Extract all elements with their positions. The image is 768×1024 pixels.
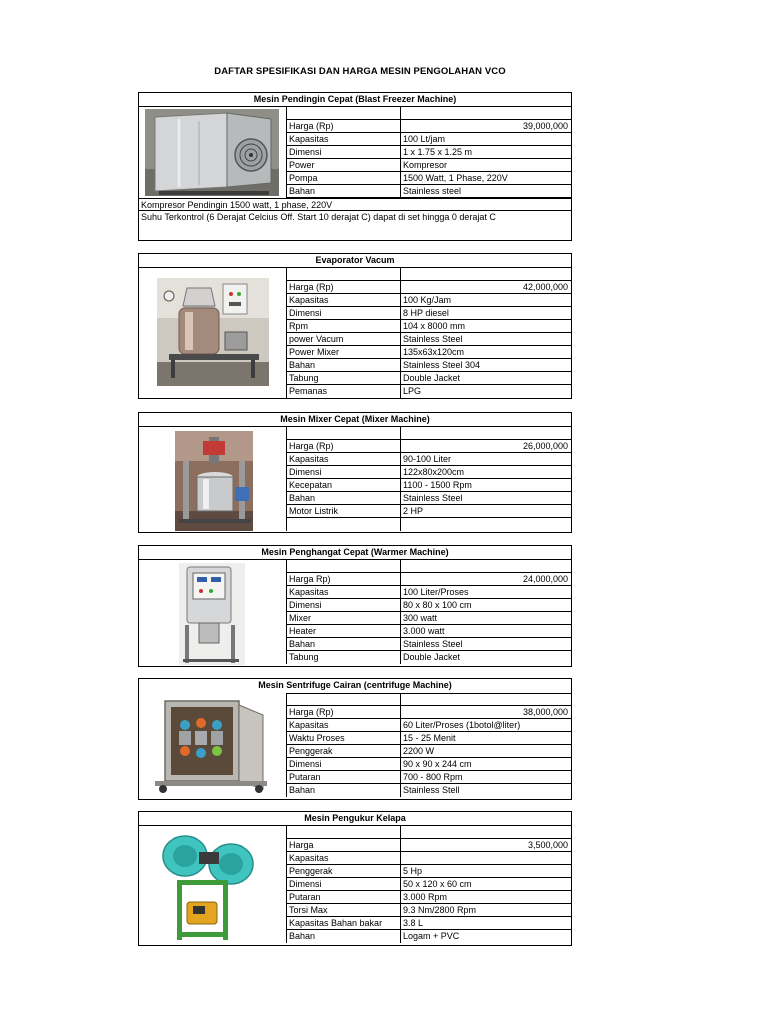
machine-block-centrifuge <box>138 678 572 800</box>
spec-empty-row <box>286 560 400 573</box>
spec-label: Tabung <box>286 651 400 664</box>
spec-value: Double Jacket <box>400 372 572 385</box>
spec-empty-row <box>286 693 400 706</box>
coconut-grater-image <box>139 828 286 944</box>
spec-value: 2200 W <box>400 745 572 758</box>
spec-value: 100 Liter/Proses <box>400 586 572 599</box>
spec-label: Heater <box>286 625 400 638</box>
spec-label: Harga Rp) <box>286 573 400 586</box>
spec-value: 9.3 Nm/2800 Rpm <box>400 904 572 917</box>
spec-empty-row <box>400 826 572 839</box>
spec-value: Stainless Steel <box>400 492 572 505</box>
spec-empty-row <box>286 268 400 281</box>
spec-label: Kapasitas <box>286 133 400 146</box>
spec-price: 42,000,000 <box>400 281 572 294</box>
spec-label: Bahan <box>286 930 400 943</box>
spec-label: Bahan <box>286 492 400 505</box>
spec-value: 90-100 Liter <box>400 453 572 466</box>
spec-value: 122x80x200cm <box>400 466 572 479</box>
spec-empty-row <box>286 826 400 839</box>
spec-value: 100 Kg/Jam <box>400 294 572 307</box>
machine-title: Mesin Pengukur Kelapa <box>139 812 571 826</box>
spec-label: Kapasitas <box>286 852 400 865</box>
spec-label: Harga <box>286 839 400 852</box>
spec-label: Kapasitas <box>286 719 400 732</box>
centrifuge-image <box>139 693 286 797</box>
spec-label: Pompa <box>286 172 400 185</box>
spec-value: 2 HP <box>400 505 572 518</box>
spec-label: Putaran <box>286 771 400 784</box>
machine-title: Mesin Penghangat Cepat (Warmer Machine) <box>139 546 571 560</box>
spec-value: 60 Liter/Proses (1botol@liter) <box>400 719 572 732</box>
spec-label: Harga (Rp) <box>286 120 400 133</box>
spec-value: 3.000 Rpm <box>400 891 572 904</box>
spec-label: Kapasitas <box>286 294 400 307</box>
spec-value: 100 Lt/jam <box>400 133 572 146</box>
spec-value: Logam + PVC <box>400 930 572 943</box>
spec-price: 3,500,000 <box>400 839 572 852</box>
spec-value: Stainless Stell <box>400 784 572 797</box>
spec-value <box>400 852 572 865</box>
spec-label: Dimensi <box>286 758 400 771</box>
spec-label: Kapasitas <box>286 453 400 466</box>
machine-block-warmer <box>138 545 572 667</box>
spec-label: Kapasitas Bahan bakar <box>286 917 400 930</box>
spec-price: 38,000,000 <box>400 706 572 719</box>
spec-label: Harga (Rp) <box>286 706 400 719</box>
machine-title: Mesin Pendingin Cepat (Blast Freezer Machine) <box>139 93 571 107</box>
spec-value: 1100 - 1500 Rpm <box>400 479 572 492</box>
spec-value: Stainless Steel <box>400 638 572 651</box>
spec-label: Harga (Rp) <box>286 440 400 453</box>
spec-value: 104 x 8000 mm <box>400 320 572 333</box>
spec-value: Stainless steel <box>400 185 572 198</box>
spec-value: 90 x 90 x 244 cm <box>400 758 572 771</box>
spec-label: Bahan <box>286 784 400 797</box>
spec-label: Dimensi <box>286 599 400 612</box>
spec-value: Double Jacket <box>400 651 572 664</box>
evaporator-image <box>139 276 286 388</box>
spec-label: Bahan <box>286 185 400 198</box>
spec-value: 80 x 80 x 100 cm <box>400 599 572 612</box>
spec-empty-row <box>286 518 400 531</box>
page-title: DAFTAR SPESIFIKASI DAN HARGA MESIN PENGOLAHAN VCO <box>214 66 506 77</box>
spec-label: Motor Listrik <box>286 505 400 518</box>
spec-label: Bahan <box>286 359 400 372</box>
machine-title: Evaporator Vacum <box>139 254 571 268</box>
machine-block-coconut-grater <box>138 811 572 946</box>
spec-empty-row <box>400 268 572 281</box>
spec-value: 300 watt <box>400 612 572 625</box>
spec-label: Kapasitas <box>286 586 400 599</box>
spec-label: Pemanas <box>286 385 400 398</box>
spec-empty-row <box>400 518 572 531</box>
machine-block-mixer <box>138 412 572 533</box>
spec-label: Dimensi <box>286 466 400 479</box>
warmer-image <box>139 563 286 665</box>
spec-label: Waktu Proses <box>286 732 400 745</box>
spec-label: Kecepatan <box>286 479 400 492</box>
spec-label: Dimensi <box>286 146 400 159</box>
machine-block-blast-freezer <box>138 92 572 241</box>
spec-empty-row <box>400 107 572 120</box>
spec-label: Penggerak <box>286 865 400 878</box>
machine-title: Mesin Sentrifuge Cairan (centrifuge Machine) <box>258 680 452 690</box>
machine-title: Mesin Mixer Cepat (Mixer Machine) <box>139 413 571 427</box>
spec-value: Stainless Steel <box>400 333 572 346</box>
spec-price: 24,000,000 <box>400 573 572 586</box>
spec-value: 3.000 watt <box>400 625 572 638</box>
spec-label: Bahan <box>286 638 400 651</box>
spec-label: power Vacum <box>286 333 400 346</box>
spec-value: 15 - 25 Menit <box>400 732 572 745</box>
blast-freezer-image <box>139 107 286 198</box>
spec-empty-row <box>286 107 400 120</box>
spec-label: Dimensi <box>286 307 400 320</box>
spec-label: Penggerak <box>286 745 400 758</box>
spec-label: Tabung <box>286 372 400 385</box>
spec-value: 1500 Watt, 1 Phase, 220V <box>400 172 572 185</box>
spec-price: 26,000,000 <box>400 440 572 453</box>
spec-label: Mixer <box>286 612 400 625</box>
spec-empty-row <box>400 560 572 573</box>
spec-value: 3.8 L <box>400 917 572 930</box>
spec-label: Power <box>286 159 400 172</box>
machine-block-evaporator <box>138 253 572 399</box>
spec-price: 39,000,000 <box>400 120 572 133</box>
spec-empty-row <box>400 693 572 706</box>
spec-label: Putaran <box>286 891 400 904</box>
spec-value: 1 x 1.75 x 1.25 m <box>400 146 572 159</box>
spec-value: 700 - 800 Rpm <box>400 771 572 784</box>
spec-value: Kompresor <box>400 159 572 172</box>
spec-label: Rpm <box>286 320 400 333</box>
spec-empty-row <box>400 427 572 440</box>
note-line: Suhu Terkontrol (6 Derajat Celcius Off. Start 10 derajat C) dapat di set hingga 0 derajat C <box>141 212 496 222</box>
mixer-image <box>139 431 286 531</box>
note-line: Kompresor Pendingin 1500 watt, 1 phase, 220V <box>139 198 571 211</box>
spec-label: Dimensi <box>286 878 400 891</box>
spec-label: Power Mixer <box>286 346 400 359</box>
spec-label: Torsi Max <box>286 904 400 917</box>
spec-value: 8 HP diesel <box>400 307 572 320</box>
spec-empty-row <box>286 427 400 440</box>
spec-value: 5 Hp <box>400 865 572 878</box>
spec-value: LPG <box>400 385 572 398</box>
spec-value: 50 x 120 x 60 cm <box>400 878 572 891</box>
spec-value: Stainless Steel 304 <box>400 359 572 372</box>
spec-value: 135x63x120cm <box>400 346 572 359</box>
spec-label: Harga (Rp) <box>286 281 400 294</box>
